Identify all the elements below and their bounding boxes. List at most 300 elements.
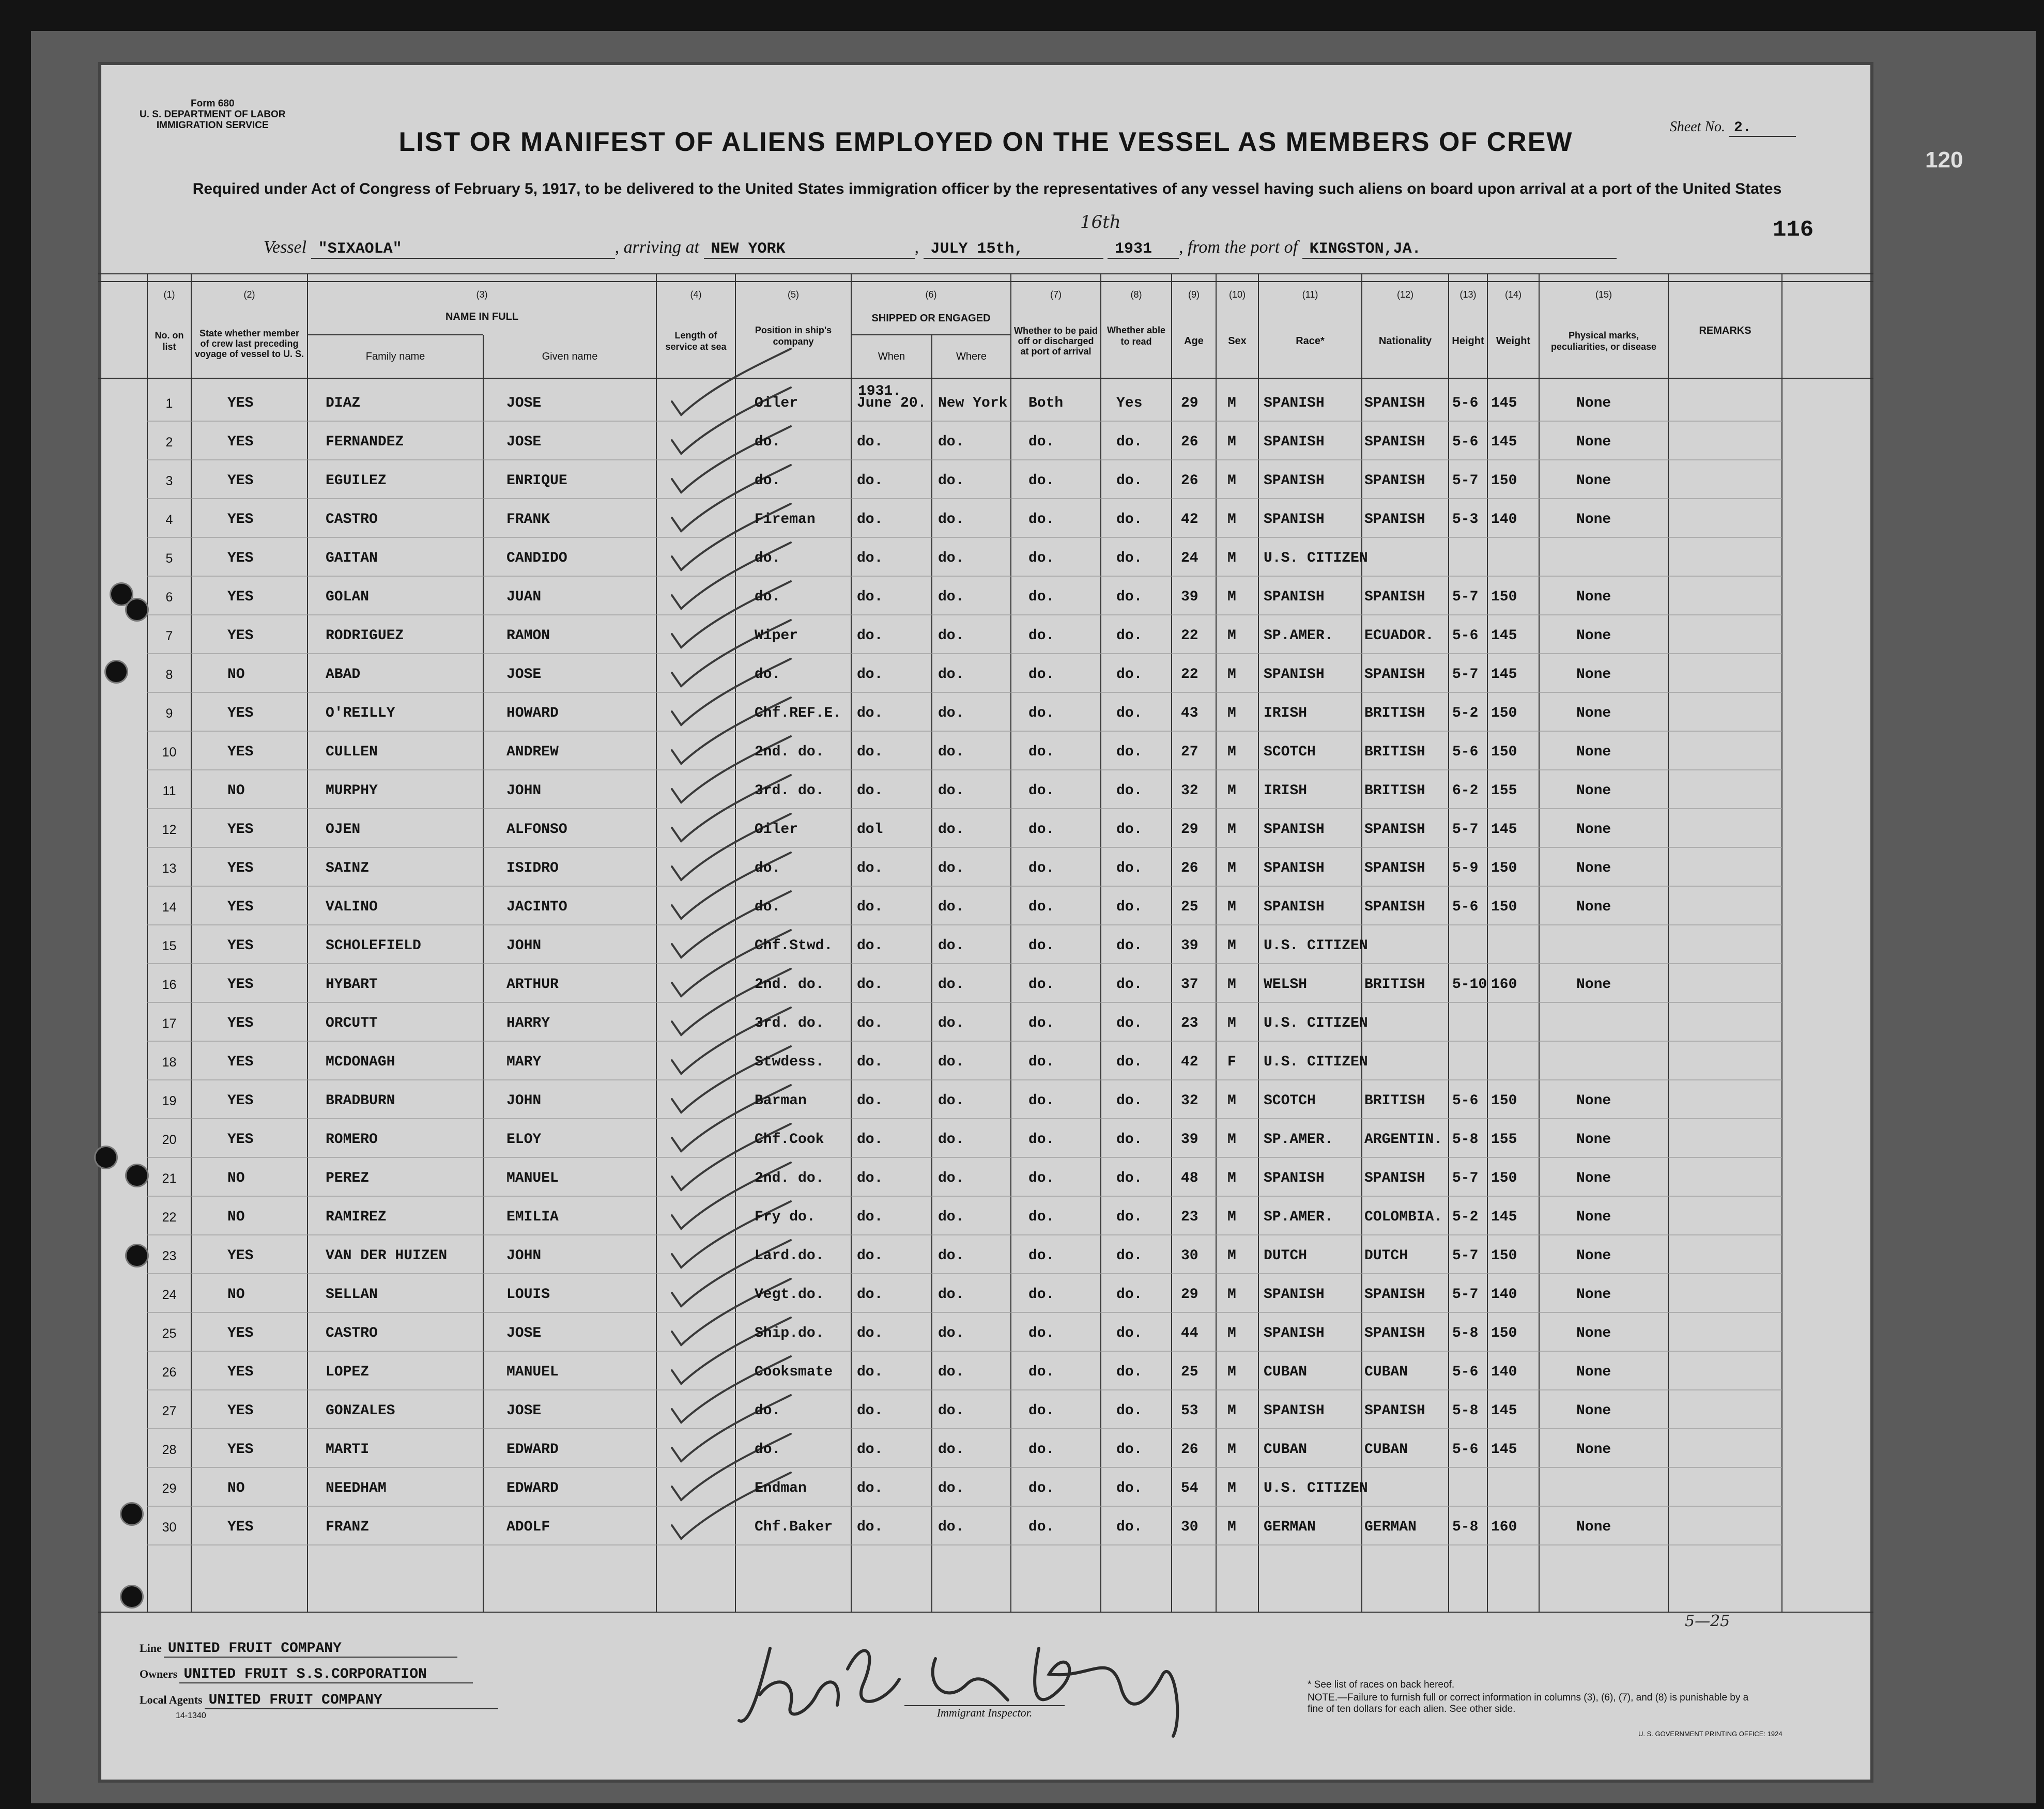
row-9-prev: YES	[227, 705, 254, 721]
row-26-race: CUBAN	[1264, 1364, 1308, 1380]
row-7-family: RODRIGUEZ	[326, 628, 404, 644]
col-header-given-name: Given name	[542, 351, 598, 362]
row-9-where: do.	[938, 705, 964, 721]
row-2-prev: YES	[227, 434, 254, 450]
row-7-where: do.	[938, 628, 964, 644]
row-3-no: 3	[165, 474, 173, 488]
row-22-prev: NO	[227, 1209, 245, 1225]
row-21-race: SPANISH	[1264, 1170, 1325, 1186]
signature-scrawl	[729, 1617, 1246, 1741]
row-2-when: do.	[857, 434, 883, 450]
row-29-sex: M	[1227, 1480, 1236, 1496]
row-12-read: do.	[1116, 822, 1143, 838]
row-rules	[147, 421, 1782, 1545]
row-20-nationality: ARGENTIN.	[1364, 1132, 1443, 1148]
row-25-paid: do.	[1028, 1325, 1055, 1341]
row-22-where: do.	[938, 1209, 964, 1225]
row-23-where: do.	[938, 1248, 964, 1264]
row-18-no: 18	[162, 1055, 177, 1070]
col-num-12: (12)	[1396, 289, 1413, 300]
row-27-height: 5-8	[1452, 1403, 1479, 1419]
row-30-prev: YES	[227, 1519, 254, 1535]
row-19-paid: do.	[1028, 1093, 1055, 1109]
col-header-name: NAME IN FULL	[445, 311, 519, 322]
row-27-when: do.	[857, 1403, 883, 1419]
row-22-marks: None	[1576, 1209, 1611, 1225]
row-1-read: Yes	[1116, 395, 1143, 411]
row-28-prev: YES	[227, 1442, 254, 1458]
row-28-family: MARTI	[326, 1442, 370, 1458]
row-5-no: 5	[165, 551, 173, 566]
row-7-paid: do.	[1028, 628, 1055, 644]
row-10-when: do.	[857, 744, 883, 760]
row-25-position: Ship.do.	[755, 1325, 824, 1341]
row-21-marks: None	[1576, 1170, 1611, 1186]
row-12-nationality: SPANISH	[1364, 822, 1425, 838]
row-13-sex: M	[1227, 860, 1236, 876]
row-27-given: JOSE	[506, 1403, 542, 1419]
row-7-race: SP.AMER.	[1264, 628, 1333, 644]
form-department: U. S. DEPARTMENT OF LABOR	[140, 109, 286, 120]
row-6-no: 6	[165, 590, 173, 605]
col-header-remarks: REMARKS	[1699, 325, 1751, 336]
row-9-given: HOWARD	[506, 705, 559, 721]
col-header-when: When	[878, 351, 905, 362]
row-28-nationality: CUBAN	[1364, 1442, 1408, 1458]
row-25-marks: None	[1576, 1325, 1611, 1341]
row-13-race: SPANISH	[1264, 860, 1325, 876]
row-30-race: GERMAN	[1264, 1519, 1316, 1535]
row-7-given: RAMON	[506, 628, 550, 644]
footer-owners	[140, 1666, 473, 1683]
row-16-position: 2nd. do.	[755, 977, 824, 993]
row-17-family: ORCUTT	[326, 1015, 378, 1031]
row-5-prev: YES	[227, 550, 254, 566]
row-8-sex: M	[1227, 667, 1236, 683]
row-11-given: JOHN	[506, 783, 542, 799]
row-15-position: Chf.Stwd.	[755, 938, 833, 954]
row-29-race: U.S. CITIZEN	[1264, 1480, 1368, 1496]
row-7-prev: YES	[227, 628, 254, 644]
arrival-date: JULY 15th,	[924, 240, 1103, 259]
row-12-age: 29	[1181, 822, 1198, 838]
line-label: Line	[140, 1642, 162, 1655]
row-20-given: ELOY	[506, 1132, 542, 1148]
row-10-read: do.	[1116, 744, 1143, 760]
row-15-paid: do.	[1028, 938, 1055, 954]
row-15-where: do.	[938, 938, 964, 954]
row-6-prev: YES	[227, 589, 254, 605]
row-10-position: 2nd. do.	[755, 744, 824, 760]
row-21-family: PEREZ	[326, 1170, 370, 1186]
row-16-family: HYBART	[326, 977, 378, 993]
sheet-label: Sheet No.	[1669, 119, 1725, 135]
form-service: IMMIGRATION SERVICE	[156, 120, 269, 131]
row-19-when: do.	[857, 1093, 883, 1109]
row-3-nationality: SPANISH	[1364, 473, 1425, 489]
row-23-given: JOHN	[506, 1248, 542, 1264]
row-23-prev: YES	[227, 1248, 254, 1264]
row-19-race: SCOTCH	[1264, 1093, 1316, 1109]
row-5-race: U.S. CITIZEN	[1264, 550, 1368, 566]
row-16-given: ARTHUR	[506, 977, 559, 993]
row-23-read: do.	[1116, 1248, 1143, 1264]
row-24-nationality: SPANISH	[1364, 1287, 1425, 1303]
row-17-paid: do.	[1028, 1015, 1055, 1031]
row-8-given: JOSE	[506, 667, 542, 683]
row-9-position: Chf.REF.E.	[755, 705, 842, 721]
row-8-where: do.	[938, 667, 964, 683]
row-23-race: DUTCH	[1264, 1248, 1308, 1264]
row-19-prev: YES	[227, 1093, 254, 1109]
row-29-given: EDWARD	[506, 1480, 559, 1496]
row-15-no: 15	[162, 939, 177, 953]
row-30-position: Chf.Baker	[755, 1519, 833, 1535]
row-17-no: 17	[162, 1016, 177, 1031]
row-21-no: 21	[162, 1171, 177, 1186]
row-19-sex: M	[1227, 1093, 1236, 1109]
col-header-family-name: Family name	[365, 351, 425, 362]
row-19-read: do.	[1116, 1093, 1143, 1109]
row-13-no: 13	[162, 861, 177, 876]
row-14-family: VALINO	[326, 899, 378, 915]
row-3-paid: do.	[1028, 473, 1055, 489]
row-15-age: 39	[1181, 938, 1198, 954]
row-8-no: 8	[165, 668, 173, 682]
row-9-height: 5-2	[1452, 705, 1479, 721]
col-header-age: Age	[1184, 335, 1204, 347]
row-28-sex: M	[1227, 1442, 1236, 1458]
row-20-where: do.	[938, 1132, 964, 1148]
arriving-label: arriving at	[623, 238, 699, 257]
row-4-read: do.	[1116, 512, 1143, 528]
binder-hole	[127, 1165, 147, 1186]
row-18-family: MCDONAGH	[326, 1054, 395, 1070]
row-12-family: OJEN	[326, 822, 361, 838]
row-28-read: do.	[1116, 1442, 1143, 1458]
row-30-family: FRANZ	[326, 1519, 370, 1535]
row-26-nationality: CUBAN	[1364, 1364, 1408, 1380]
row-14-prev: YES	[227, 899, 254, 915]
row-26-no: 26	[162, 1365, 177, 1380]
row-10-prev: YES	[227, 744, 254, 760]
vessel-label: Vessel	[264, 238, 307, 257]
row-30-read: do.	[1116, 1519, 1143, 1535]
row-13-given: ISIDRO	[506, 860, 559, 876]
row-19-position: Barman	[755, 1093, 807, 1109]
row-5-where: do.	[938, 550, 964, 566]
row-12-where: do.	[938, 822, 964, 838]
row-26-height: 5-6	[1452, 1364, 1479, 1380]
row-24-weight: 140	[1491, 1287, 1517, 1303]
row-24-position: Vegt.do.	[755, 1287, 824, 1303]
row-6-height: 5-7	[1452, 589, 1479, 605]
row-1-where: New York	[938, 395, 1008, 411]
row-17-read: do.	[1116, 1015, 1143, 1031]
row-25-no: 25	[162, 1326, 177, 1341]
row-8-height: 5-7	[1452, 667, 1479, 683]
row-8-position: do.	[755, 667, 781, 683]
row-11-no: 11	[162, 784, 176, 798]
row-3-marks: None	[1576, 473, 1611, 489]
row-12-no: 12	[162, 823, 177, 837]
col-header-race: Race*	[1296, 335, 1325, 347]
col-header-nationality: Nationality	[1378, 335, 1432, 347]
row-26-paid: do.	[1028, 1364, 1055, 1380]
row-9-family: O'REILLY	[326, 705, 395, 721]
page-title: LIST OR MANIFEST OF ALIENS EMPLOYED ON THE VESSEL AS MEMBERS OF CREW	[398, 127, 1573, 157]
row-17-age: 23	[1181, 1015, 1198, 1031]
row-4-paid: do.	[1028, 512, 1055, 528]
row-3-family: EGUILEZ	[326, 473, 387, 489]
row-28-given: EDWARD	[506, 1442, 559, 1458]
row-11-height: 6-2	[1452, 783, 1479, 799]
row-2-height: 5-6	[1452, 434, 1479, 450]
row-19-nationality: BRITISH	[1364, 1093, 1425, 1109]
row-9-age: 43	[1181, 705, 1198, 721]
row-19-height: 5-6	[1452, 1093, 1479, 1109]
inspector-signature	[729, 1617, 1246, 1741]
row-22-race: SP.AMER.	[1264, 1209, 1333, 1225]
row-21-age: 48	[1181, 1170, 1198, 1186]
row-21-position: 2nd. do.	[755, 1170, 824, 1186]
row-6-read: do.	[1116, 589, 1143, 605]
row-5-position: do.	[755, 550, 781, 566]
row-26-weight: 140	[1491, 1364, 1517, 1380]
row-20-age: 39	[1181, 1132, 1198, 1148]
row-18-position: Stwdess.	[755, 1054, 824, 1070]
row-19-weight: 150	[1491, 1093, 1517, 1109]
row-28-position: do.	[755, 1442, 781, 1458]
row-8-when: do.	[857, 667, 883, 683]
row-20-read: do.	[1116, 1132, 1143, 1148]
row-28-where: do.	[938, 1442, 964, 1458]
row-14-marks: None	[1576, 899, 1611, 915]
arrival-year: 1931	[1108, 240, 1179, 259]
row-23-paid: do.	[1028, 1248, 1055, 1264]
row-12-given: ALFONSO	[506, 822, 567, 838]
row-21-where: do.	[938, 1170, 964, 1186]
row-14-position: do.	[755, 899, 781, 915]
row-14-when: do.	[857, 899, 883, 915]
row-12-sex: M	[1227, 822, 1236, 838]
row-17-where: do.	[938, 1015, 964, 1031]
col-header-paid-off: Whether to be paid off or discharged at port of arrival	[1014, 326, 1098, 357]
row-25-height: 5-8	[1452, 1325, 1479, 1341]
row-15-given: JOHN	[506, 938, 542, 954]
row-1-given: JOSE	[506, 395, 542, 411]
row-26-age: 25	[1181, 1364, 1198, 1380]
row-28-age: 26	[1181, 1442, 1198, 1458]
row-7-position: Wiper	[755, 628, 798, 644]
row-25-weight: 150	[1491, 1325, 1517, 1341]
row-9-race: IRISH	[1264, 705, 1308, 721]
row-21-given: MANUEL	[506, 1170, 559, 1186]
row-1-nationality: SPANISH	[1364, 395, 1425, 411]
row-7-when: do.	[857, 628, 883, 644]
row-26-where: do.	[938, 1364, 964, 1380]
row-15-when: do.	[857, 938, 883, 954]
row-9-nationality: BRITISH	[1364, 705, 1425, 721]
row-21-when: do.	[857, 1170, 883, 1186]
row-22-nationality: COLOMBIA.	[1364, 1209, 1443, 1225]
binder-hole	[121, 1504, 142, 1524]
row-25-nationality: SPANISH	[1364, 1325, 1425, 1341]
row-10-family: CULLEN	[326, 744, 378, 760]
col-num-3: (3)	[476, 289, 488, 300]
row-24-race: SPANISH	[1264, 1287, 1325, 1303]
col-num-9: (9)	[1188, 289, 1200, 300]
row-19-where: do.	[938, 1093, 964, 1109]
row-30-weight: 160	[1491, 1519, 1517, 1535]
row-22-given: EMILIA	[506, 1209, 559, 1225]
row-12-when: dol	[857, 822, 883, 838]
row-22-paid: do.	[1028, 1209, 1055, 1225]
row-28-weight: 145	[1491, 1442, 1517, 1458]
row-17-position: 3rd. do.	[755, 1015, 824, 1031]
row-28-height: 5-6	[1452, 1442, 1479, 1458]
row-1-paid: Both	[1028, 395, 1064, 411]
row-10-race: SCOTCH	[1264, 744, 1316, 760]
row-9-when: do.	[857, 705, 883, 721]
row-13-nationality: SPANISH	[1364, 860, 1425, 876]
row-20-no: 20	[162, 1133, 177, 1147]
row-30-nationality: GERMAN	[1364, 1519, 1417, 1535]
row-27-paid: do.	[1028, 1403, 1055, 1419]
row-11-weight: 155	[1491, 783, 1517, 799]
row-4-age: 42	[1181, 512, 1198, 528]
row-21-paid: do.	[1028, 1170, 1055, 1186]
row-11-race: IRISH	[1264, 783, 1308, 799]
row-27-position: do.	[755, 1403, 781, 1419]
col-header-no: No. on list	[155, 330, 184, 352]
footer-line	[140, 1641, 457, 1658]
row-30-when: do.	[857, 1519, 883, 1535]
row-29-no: 29	[162, 1481, 177, 1496]
row-6-nationality: SPANISH	[1364, 589, 1425, 605]
row-23-age: 30	[1181, 1248, 1198, 1264]
manifest-sheet	[98, 62, 1873, 1783]
col-num-6: (6)	[925, 289, 937, 300]
col-num-2: (2)	[243, 289, 255, 300]
row-15-race: U.S. CITIZEN	[1264, 938, 1368, 954]
row-30-given: ADOLF	[506, 1519, 550, 1535]
row-26-family: LOPEZ	[326, 1364, 370, 1380]
row-3-read: do.	[1116, 473, 1143, 489]
row-27-where: do.	[938, 1403, 964, 1419]
row-20-sex: M	[1227, 1132, 1236, 1148]
row-20-height: 5-8	[1452, 1132, 1479, 1148]
row-13-prev: YES	[227, 860, 254, 876]
row-8-nationality: SPANISH	[1364, 667, 1425, 683]
row-3-position: do.	[755, 473, 781, 489]
row-6-position: do.	[755, 589, 781, 605]
row-15-read: do.	[1116, 938, 1143, 954]
row-23-position: Lard.do.	[755, 1248, 824, 1264]
row-3-given: ENRIQUE	[506, 473, 567, 489]
row-1-family: DIAZ	[326, 395, 361, 411]
line-value: UNITED FRUIT COMPANY	[164, 1641, 457, 1658]
row-9-read: do.	[1116, 705, 1143, 721]
row-19-age: 32	[1181, 1093, 1198, 1109]
row-5-age: 24	[1181, 550, 1198, 566]
row-16-race: WELSH	[1264, 977, 1308, 993]
row-29-where: do.	[938, 1480, 964, 1496]
row-10-weight: 150	[1491, 744, 1517, 760]
row-10-no: 10	[162, 745, 177, 760]
row-22-height: 5-2	[1452, 1209, 1479, 1225]
row-9-marks: None	[1576, 705, 1611, 721]
row-28-no: 28	[162, 1443, 177, 1457]
row-23-weight: 150	[1491, 1248, 1517, 1264]
row-4-race: SPANISH	[1264, 512, 1325, 528]
row-10-sex: M	[1227, 744, 1236, 760]
row-1-no: 1	[165, 396, 173, 411]
row-17-when: do.	[857, 1015, 883, 1031]
col-header-shipped: SHIPPED OR ENGAGED	[871, 312, 991, 324]
row-5-family: GAITAN	[326, 550, 378, 566]
row-4-weight: 140	[1491, 512, 1517, 528]
row-16-read: do.	[1116, 977, 1143, 993]
row-13-family: SAINZ	[326, 860, 370, 876]
row-29-family: NEEDHAM	[326, 1480, 387, 1496]
row-27-family: GONZALES	[326, 1403, 395, 1419]
row-4-given: FRANK	[506, 512, 550, 528]
row-6-weight: 150	[1491, 589, 1517, 605]
row-25-sex: M	[1227, 1325, 1236, 1341]
row-11-marks: None	[1576, 783, 1611, 799]
col-num-15: (15)	[1595, 289, 1612, 300]
race-note: * See list of races on back hereof.	[1308, 1679, 1455, 1690]
row-25-race: SPANISH	[1264, 1325, 1325, 1341]
row-30-height: 5-8	[1452, 1519, 1479, 1535]
row-24-read: do.	[1116, 1287, 1143, 1303]
row-19-no: 19	[162, 1094, 177, 1108]
row-4-position: Fireman	[755, 512, 816, 528]
row-22-position: Fry do.	[755, 1209, 816, 1225]
page-stamp-number: 120	[1925, 147, 1963, 173]
row-23-nationality: DUTCH	[1364, 1248, 1408, 1264]
row-12-paid: do.	[1028, 822, 1055, 838]
row-13-marks: None	[1576, 860, 1611, 876]
row-22-sex: M	[1227, 1209, 1236, 1225]
row-24-age: 29	[1181, 1287, 1198, 1303]
row-1-height: 5-6	[1452, 395, 1479, 411]
row-14-where: do.	[938, 899, 964, 915]
col-num-10: (10)	[1228, 289, 1246, 300]
row-26-read: do.	[1116, 1364, 1143, 1380]
row-3-age: 26	[1181, 473, 1198, 489]
row-13-when: do.	[857, 860, 883, 876]
row-2-no: 2	[165, 435, 173, 450]
row-4-prev: YES	[227, 512, 254, 528]
row-10-age: 27	[1181, 744, 1198, 760]
row-1-position: Oiler	[755, 395, 798, 411]
col-header-physical-marks: Physical marks, peculiarities, or disease	[1550, 330, 1657, 352]
binder-hole	[127, 1245, 147, 1266]
row-5-read: do.	[1116, 550, 1143, 566]
row-21-height: 5-7	[1452, 1170, 1479, 1186]
row-9-sex: M	[1227, 705, 1236, 721]
col-num-13: (13)	[1459, 289, 1477, 300]
col-num-14: (14)	[1504, 289, 1522, 300]
row-8-read: do.	[1116, 667, 1143, 683]
row-7-read: do.	[1116, 628, 1143, 644]
row-18-race: U.S. CITIZEN	[1264, 1054, 1368, 1070]
row-8-paid: do.	[1028, 667, 1055, 683]
row-30-sex: M	[1227, 1519, 1236, 1535]
row-26-sex: M	[1227, 1364, 1236, 1380]
